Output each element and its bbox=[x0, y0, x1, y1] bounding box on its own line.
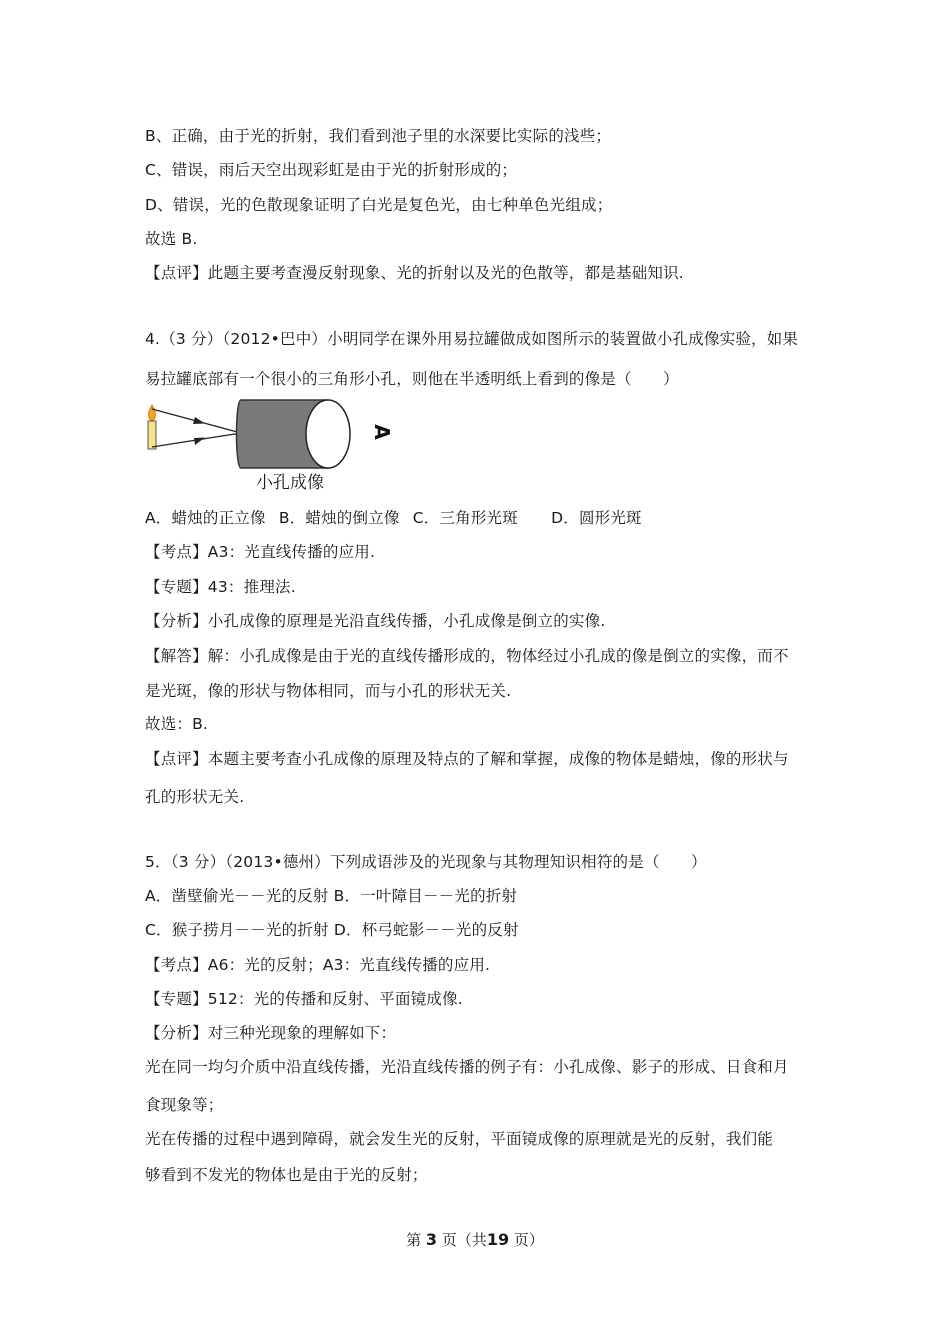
text-line: 故选 B. bbox=[145, 230, 198, 248]
text-line: C、错误，雨后天空出现彩虹是由于光的折射形成的； bbox=[145, 161, 518, 179]
text-line: B、正确，由于光的折射，我们看到池子里的水深要比实际的浅些； bbox=[145, 127, 612, 145]
dianping-line: 孔的形状无关. bbox=[145, 788, 245, 806]
candle-icon bbox=[148, 421, 156, 449]
pinhole-diagram bbox=[143, 397, 393, 473]
answer-line: 故选：B. bbox=[145, 715, 209, 733]
footer-suffix: 页） bbox=[513, 1231, 544, 1249]
option-d: D．圆形光斑 bbox=[551, 509, 642, 527]
analysis-line: 光在传播的过程中遇到障碍，就会发生光的反射，平面镜成像的原理就是光的反射，我们能 bbox=[145, 1130, 774, 1148]
flame-icon bbox=[149, 405, 156, 421]
current-page: 3 bbox=[425, 1230, 438, 1249]
fenxi-line: 【分析】对三种光现象的理解如下： bbox=[145, 1024, 397, 1042]
ray-arrow-icon bbox=[194, 438, 205, 446]
footer-prefix: 第 bbox=[406, 1231, 422, 1249]
option-b: B．蜡烛的倒立像 bbox=[278, 509, 400, 527]
fenxi-line: 【分析】小孔成像的原理是光沿直线传播，小孔成像是倒立的实像. bbox=[145, 612, 606, 630]
option-a: A．蜡烛的正立像 bbox=[145, 509, 266, 527]
question-5-options: C．猴子捞月－－光的折射 D．杯弓蛇影－－光的反射 bbox=[145, 921, 519, 939]
jieda-line: 是光斑，像的形状与物体相同，而与小孔的形状无关. bbox=[145, 682, 512, 700]
zhuanti-line: 【专题】512：光的传播和反射、平面镜成像. bbox=[145, 990, 463, 1008]
inverted-image-icon: A bbox=[370, 424, 393, 440]
question-4-stem: 易拉罐底部有一个很小的三角形小孔，则他在半透明纸上看到的像是（ ） bbox=[145, 370, 679, 388]
pinhole-figure bbox=[143, 397, 393, 497]
total-pages: 19 bbox=[486, 1230, 510, 1249]
kaodian-line: 【考点】A3：光直线传播的应用. bbox=[145, 543, 376, 561]
translucent-paper bbox=[306, 400, 350, 468]
footer-middle: 页（共 bbox=[441, 1231, 487, 1249]
option-c: C．三角形光斑 bbox=[412, 509, 518, 527]
dianping-line: 【点评】本题主要考查小孔成像的原理及特点的了解和掌握，成像的物体是蜡烛，像的形状与 bbox=[145, 750, 789, 768]
kaodian-line: 【考点】A6：光的反射；A3：光直线传播的应用. bbox=[145, 956, 491, 974]
question-5-stem: 5．（3 分）（2013•德州）下列成语涉及的光现象与其物理知识相符的是（ ） bbox=[145, 853, 707, 871]
zhuanti-line: 【专题】43：推理法. bbox=[145, 578, 296, 596]
analysis-line: 够看到不发光的物体也是由于光的反射； bbox=[145, 1166, 428, 1184]
analysis-line: 光在同一均匀介质中沿直线传播，光沿直线传播的例子有：小孔成像、影子的形成、日食和月 bbox=[145, 1058, 789, 1076]
question-4-options bbox=[145, 507, 642, 529]
question-4-stem: 4.（3 分）（2012•巴中）小明同学在课外用易拉罐做成如图所示的装置做小孔成像实验，如果 bbox=[145, 330, 799, 348]
comment-line: 【点评】此题主要考查漫反射现象、光的折射以及光的色散等，都是基础知识. bbox=[145, 264, 684, 282]
text-line: D、错误，光的色散现象证明了白光是复色光，由七种单色光组成； bbox=[145, 196, 613, 214]
ray-arrow-icon bbox=[193, 417, 205, 424]
analysis-line: 食现象等； bbox=[145, 1096, 224, 1114]
figure-caption: 小孔成像 bbox=[256, 473, 324, 493]
page-footer bbox=[0, 1229, 950, 1251]
question-5-options: A．凿壁偷光－－光的反射 B．一叶障目－－光的折射 bbox=[145, 887, 518, 905]
jieda-line: 【解答】解：小孔成像是由于光的直线传播形成的，物体经过小孔成的像是倒立的实像，而不 bbox=[145, 647, 789, 665]
